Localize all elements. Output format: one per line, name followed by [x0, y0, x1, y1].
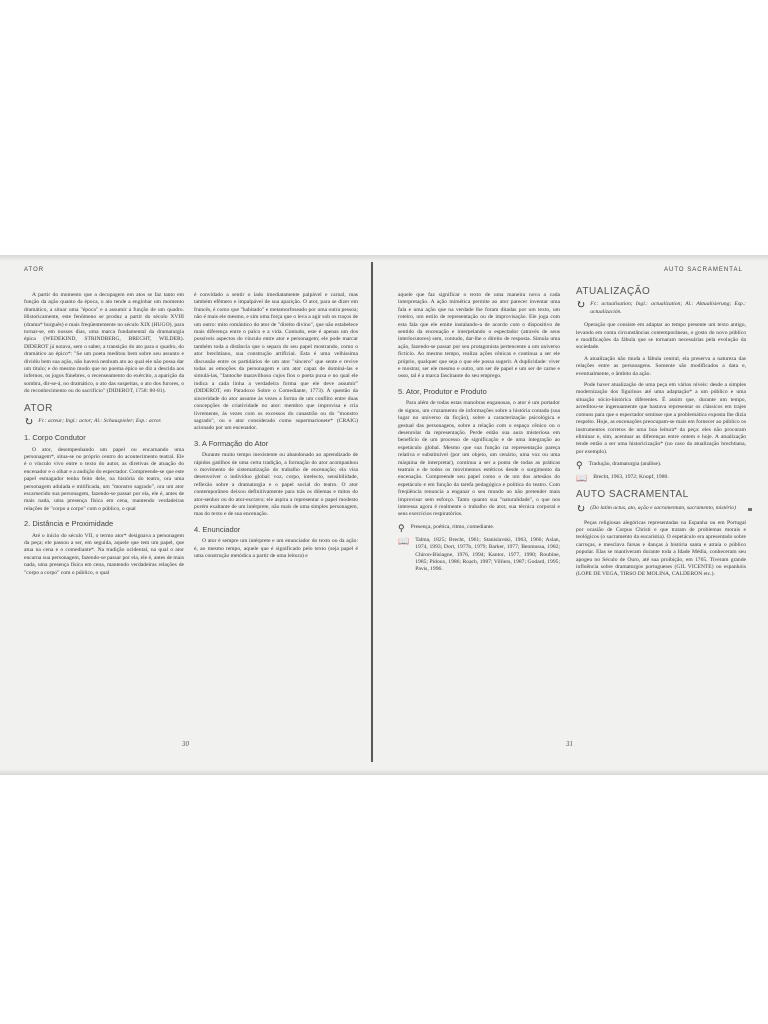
page-number-left: 30 [182, 740, 189, 748]
paragraph: Durante muito tempo inexistente ou abandonado ao aprendizado de rápidos gatilhos de uma certa tradição, a formação do ator acompanhou o movimento de sistematização do trabalho de encenação; ela visa desenvolver o indivíduo global: voz, corpo, intelecto, sensibilidade, reflexão sobre a dramaturgia e o papel social do teatro. O ator contemporâneo deixou definitivamente para trás os dilemas e mitos do ator-senhor ou do ator-escravo; ele aspira a representar o papel modesto porém exaltante de um intérprete, não mais de uma simples personagem, mas do texto e de sua encenação. [194, 452, 358, 518]
magnifier-icon: ⚲ [398, 522, 405, 533]
section-heading: 5. Ator, Produtor e Produto [398, 386, 487, 396]
bibliography-ator: 📖 Talma, 1825; Brecht, 1961; Stanislavski, 1963, 1966; Aslan, 1974, 1993; Dort, 1977b, 1979; Barker, 1977; Benmussa, 1982; Chiron-Bisiagne, 1976, 1994; Kantor, 1977, 1990; Roubine, 1985; Pidoux, 1986; Roach, 1987; Villiers, 1987; Godard, 1995; Pavis, 1996. [398, 535, 560, 573]
running-head-left: ATOR [24, 267, 45, 273]
paragraph: Operação que consiste em adaptar ao tempo presente um texto antigo, levando em conta circunstâncias contemporâneas, o gosto do novo público e modificações da fábula que se tornaram necessárias pela evolução da sociedade. [576, 322, 746, 351]
open-book-icon: 📖 [398, 535, 410, 546]
book-spine [371, 262, 373, 762]
see-also-atualizacao: ⚲ Tradução, dramaturgia (análise). [576, 460, 662, 471]
translation-arrows-icon: ↻ [576, 502, 586, 515]
running-head-right: AUTO SACRAMENTAL [664, 267, 743, 273]
entry-heading-auto-sacramental: AUTO SACRAMENTAL [576, 489, 689, 501]
right-page-column-1 [398, 292, 560, 579]
paragraph: Até o início do século VII, o termo ator* designava a personagem da peça; ele passou a ser, em seguida, aquele que tem um papel, que atua na cena e o comediante*. Na tradição ocidental, na qual o ator encarna sua personagem, fazendo-se passar por ela, ele é, antes de mais nada, uma presença física em cena, mantendo verdadeiras relações de "corpo a corpo" com o público, o qual [24, 532, 184, 576]
scan-mark [748, 508, 752, 511]
page-number-right: 31 [566, 740, 573, 748]
left-page-column-2 [194, 292, 358, 564]
paragraph: aquele que faz significar o texto de uma maneira nova a cada interpretação. A ação mimética permite ao ator parecer inventar uma fala e uma ação que na verdade lhe foram ditadas por um texto, um roteiro, um estilo de representação ou de improvisação. Ele joga com esta fala que ele emite instalando-a de acordo com o dispositivo de sentido da encenação e interpelando o espectador (através de seus interlocutores) sem, contudo, dar-lhe o direito de resposta. Simula uma ação, fazendo-se passar por seu protagonista pertencente a um universo fictício. Ao mesmo tempo, realiza ações cênicas e continua a ser ele próprio, qualquer que seja o que ele possa sugerir. A duplicidade: viver e mostrar, ser ele mesmo e outro, um ser de papel e um ser de carne e osso, tal é a marca fascinante do seu emprego. [398, 292, 560, 380]
translations-ator: ↻ Fr.: acteur; Ingl.: actor; Al.: Schauspieler; Esp.: actor. [24, 416, 162, 429]
paragraph: O ator, desempenhando um papel ou encarnando uma personagem*, situa-se no próprio centro do acontecimento teatral. Ele é o vínculo vivo entre o texto do autor, as diretivas de atuação do encenador e o olhar e a audição do espectador. Compreende-se que este papel esmagador tenha feito dele, na história do teatro, ora uma personagem adulada e mitificada, um "monstro sagrado", ora um ator escarnecido sua personagem, fazendo-se passar por ela, ele é, antes de mais nada, uma presença física em cena, mantendo verdadeiras relações de "corpo a corpo" com o público, o qual [24, 446, 184, 512]
translation-arrows-icon: ↻ [576, 299, 586, 312]
translation-arrows-icon: ↻ [24, 416, 34, 429]
paragraph: A atualização não muda a fábula central, ela preserva a natureza das relações entre as personagens. Somente são modificados a data e, eventualmente, o âmbito da ação. [576, 355, 746, 377]
section-heading: 2. Distância e Proximidade [24, 519, 114, 529]
bibliography-atualizacao: 📖 Brecht, 1963, 1972; Knopf, 1980. [576, 473, 669, 484]
see-also-ator: ⚲ Presença, poética, ritmo, comediante. [398, 522, 495, 533]
paragraph: A partir do momento que a decupagem em atos se faz tanto em função da ação quanto da época, o ato tende a englobar um momento dramático, a situar uma "época" e a assumir a função de um quadro. Historicamente, este fenômeno se produz a partir do século XVIII (drama* burguês) e mais freqüentemente no século XIX (HUGO), para tornar-se, em nossos dias, uma marca fundamental da dramaturgia épica (WEDEKIND, STRINDBERG, BRECHT, WILDER). DIDEROT já notava, sem o saber, a transição do ato para o quadro, do dramático ao épico*: "Se um poeta meditou bem sobre seu assunto e dividiu bem sua ação, não haverá nenhum ato ao qual ele não possa dar um título; e do mesmo modo que no poema épico se diz a descida aos infernos, os jogos fúnebres, o recenseamento do exército, a aparição da sombra, dir-se-á, no dramático, o ato das suspeitas, o ato dos furores, o do reconhecimento ou do sacrifício" (DIDEROT, 1758: 80-81). [24, 292, 184, 395]
paragraph: é convidado a sentir o lado imediatamente palpável e carnal, mas também efêmero e impalpável de sua aparição. O ator, para se dizer em francês, é como que "habitado" e metamorfoseado por uma outra pessoa; não é mais ele mesmo, e sim uma força que o leva a agir sob os traços de um outro: mito romântico do ator de "direito divino", que não estabelece mais diferença entre o palco e a vida. Contudo, este é apenas um dos possíveis aspectos do vínculo entre ator e personagem; ele pode marcar também toda a distância que o separa do seu papel mostrando, como o ator brechtiano, sua construção artificial. Esta é uma velhíssima discussão entre os partidários de um ator "sincero" que sente e revive todas as emoções da personagem e um ator capaz de dominá-las e simulá-las, "fantoche maravilhoso cujos fios o poeta puxa e no qual ele indica a cada linha a verdadeira forma que ele deve assumir" (DIDEROT, em Paradoxo Sobre o Comediante, 1773). A questão da sinceridade do ator assume às vezes a forma de um conflito entre duas concepções de criatividade no ator: membro que improvisa e cria livremente, às vezes com os excessos do canastrão ou do "monstro sagrado", ou o ator considerado como supermarionete* (CRAIG) acionado por um encenador. [194, 292, 358, 432]
translations-atualizacao: ↻ Fr.: actualisation; Ingl.: actualization; Al.: Aktualisierung; Esp.: actualización. [576, 299, 746, 315]
paragraph: Para além de todas estas manobras enganosas, o ator é um portador de signos, um cruzamento de informações sobre a história contada (sua lugar no universo da ficção), sobre a caracterização psicológica e gestual das personagens, sobre a relação com o espaço cênico ou o desenrolar da representação. Perde então sua aura misteriosa em benefício de um processo de significação e de uma integração ao espetáculo global. Mesmo que sua função na representação pareça relativa e substituível (por um objeto, um cenário, uma voz ou uma máquina de interpretar), continua a ser a ponta de todas as práticas teatrais e de todos os movimentos estéticos desde o surgimento da encenação. Compreende seu papel como o de um dos artesãos do espetáculo e em função da tarefa pedagógica e política do teatro. Com freqüência renuncia a enganar o seu mundo ao não pretender mais improvisar sem esforço. Tanto quanto sua "naturalidade", o que nos interessa agora é realmente o trabalho do ator, sua técnica corporal e seus exercícios respiratórios. [398, 400, 560, 518]
section-heading: 4. Enunciador [194, 524, 241, 534]
open-book-icon: 📖 [576, 473, 588, 484]
section-heading: 3. A Formação do Ator [194, 438, 269, 448]
paragraph: Peças religiosas alegóricas representadas na Espanha ou em Portugal por ocasião de Corpus Christi e que tratam de problemas morais e teológicos (o sacramento da eucaristia). O espetáculo era apresentado sobre carroças, e mesclava farsas e danças à história santa e atraía o público popular. Elas se mantiveram durante toda a Idade Média, conheceram seu apogeu no Século de Ouro, até sua proibição, em 1765. Tiveram grande influência sobre dramaturgos portugueses (GIL VICENTE) ou espanhóis (LOPE DE VEGA, TIRSO DE MOLINA, CALDERON etc.). [576, 519, 746, 578]
section-heading: 1. Corpo Condutor [24, 433, 86, 443]
magnifier-icon: ⚲ [576, 460, 583, 471]
right-page-column-2 [576, 286, 746, 583]
entry-heading-atualizacao: ATUALIZAÇÃO [576, 286, 651, 297]
entry-heading-ator: ATOR [24, 402, 53, 414]
paragraph: Pode haver atualização de uma peça em vários níveis: desde a simples modernização dos figurinos até uma adaptação* a um público e uma situação sócio-histórica diferentes. É assim que, durante um tempo, acreditou-se ingenuamente que bastava representar os clássicos em trajes comuns para que o espectador sentisse que a problemática exposta lhe dizia respeito. Hoje, as encenações preocupam-se mais em fornecer ao público os instrumentos corretos de uma boa leitura* da peça: eles não procuram eliminar e, sim, acentuar as diferenças entre ontem e hoje. A atualização tende então a ser uma historicização* (no caso da atualização brechtiana, por exemplo). [576, 382, 746, 455]
left-page-column-1 [24, 292, 184, 581]
paragraph: O ator é sempre um intérprete e um enunciador do texto ou da ação: é, ao mesmo tempo, aquele que é significado pelo texto (seja papel é uma construção metódica a partir de uma leitura) e [194, 538, 358, 559]
etymology-auto-sacramental: ↻ (Do latim actus, ato, ação e sacramentum, sacramento, mistério) [576, 502, 736, 515]
